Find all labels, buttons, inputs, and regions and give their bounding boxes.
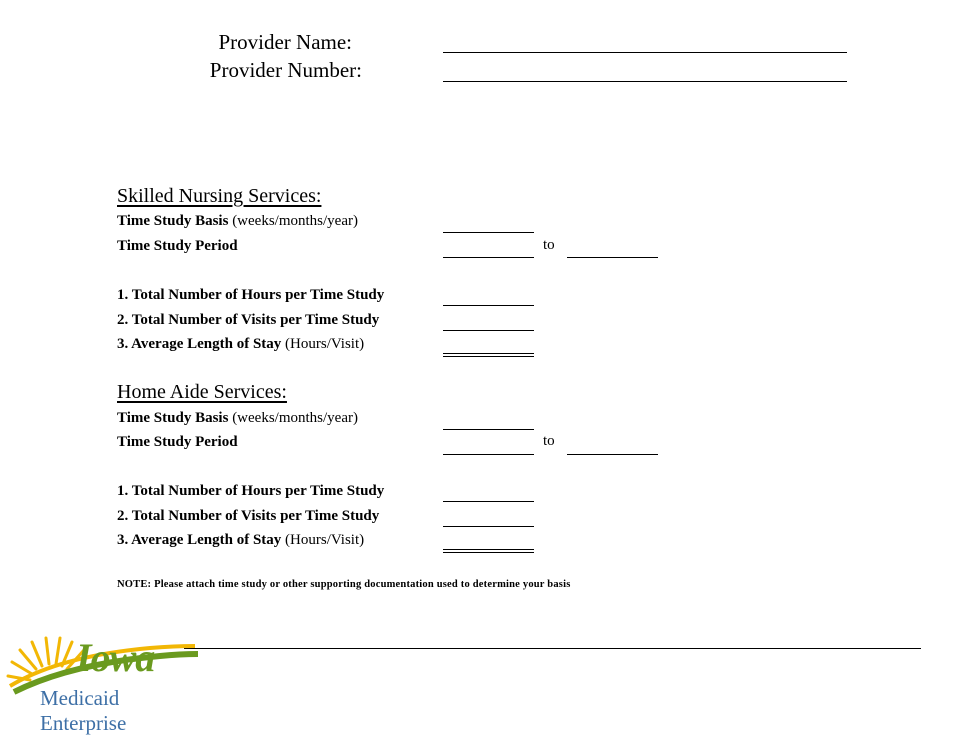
provider-name-field[interactable] bbox=[443, 52, 847, 53]
time-study-period-label: Time Study Period bbox=[117, 238, 238, 254]
average-length-of-stay-field[interactable] bbox=[443, 353, 534, 354]
provider-number-label: Provider Number: bbox=[209, 58, 362, 82]
logo-word: Iowa bbox=[76, 635, 155, 680]
time-study-basis-label: Time Study Basis (weeks/months/year) bbox=[117, 213, 358, 229]
period-to-label: to bbox=[543, 433, 555, 449]
average-length-of-stay-field[interactable] bbox=[443, 549, 534, 550]
total-visits-label: 2. Total Number of Visits per Time Study bbox=[117, 312, 380, 328]
total-visits-field[interactable] bbox=[443, 526, 534, 527]
time-study-period-end-field[interactable] bbox=[567, 454, 658, 455]
total-visits-label: 2. Total Number of Visits per Time Study bbox=[117, 508, 380, 524]
time-study-basis-field[interactable] bbox=[443, 232, 534, 233]
provider-name-label: Provider Name: bbox=[218, 30, 352, 54]
total-hours-label: 1. Total Number of Hours per Time Study bbox=[117, 483, 385, 499]
footer-divider bbox=[184, 648, 921, 649]
section-title: Home Aide Services: bbox=[117, 381, 287, 403]
total-hours-label: 1. Total Number of Hours per Time Study bbox=[117, 287, 385, 303]
iowa-medicaid-logo bbox=[0, 628, 200, 735]
logo-subtitle: Medicaid Enterprise bbox=[40, 686, 127, 735]
total-visits-field[interactable] bbox=[443, 330, 534, 331]
time-study-period-start-field[interactable] bbox=[443, 257, 534, 258]
total-hours-field[interactable] bbox=[443, 305, 534, 306]
section-title: Skilled Nursing Services: bbox=[117, 185, 322, 207]
total-hours-field[interactable] bbox=[443, 501, 534, 502]
time-study-period-start-field[interactable] bbox=[443, 454, 534, 455]
time-study-basis-field[interactable] bbox=[443, 429, 534, 430]
time-study-period-label: Time Study Period bbox=[117, 434, 238, 450]
average-length-of-stay-label: 3. Average Length of Stay (Hours/Visit) bbox=[117, 336, 365, 352]
average-length-of-stay-label: 3. Average Length of Stay (Hours/Visit) bbox=[117, 532, 365, 548]
provider-number-field[interactable] bbox=[443, 81, 847, 82]
time-study-basis-label: Time Study Basis (weeks/months/year) bbox=[117, 410, 358, 426]
period-to-label: to bbox=[543, 237, 555, 253]
time-study-period-end-field[interactable] bbox=[567, 257, 658, 258]
note-text: NOTE: Please attach time study or other supporting documentation used to determine your basis bbox=[117, 579, 571, 590]
